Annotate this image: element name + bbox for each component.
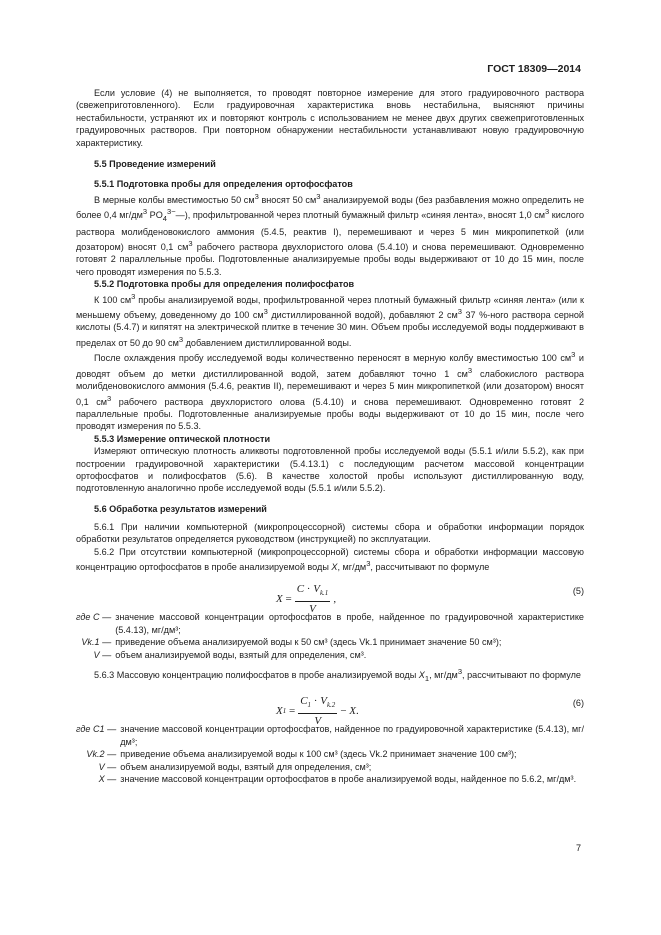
section-5-6-title: 5.6 Обработка результатов измерений	[94, 504, 267, 515]
formula-5-number: (5)	[572, 586, 584, 597]
section-5-5-1-title: 5.5.1 Подготовка пробы для определения ортофосфатов	[94, 179, 353, 190]
formula-5: X = $\frac{C \cdot V_{k.1}}{V}$ , (5)	[276, 583, 584, 616]
document-body	[76, 87, 584, 785]
formula-6-legend: где C1 — значение массовой концентрации ортофосфатов, найденное по градуировочной характеристике (5.4.13), мг/дм³; Vk.2 — приведение объема анализируемой воды к 100 см³ (здесь Vk.2 принимает значение 100 см³); V — объем анализируемой воды, взятый для определения, см³; X — значение массовой концентрации ортофосфатов в пробе анализируемой воды, найденное по 5.6.2, мг/дм³.	[76, 724, 584, 784]
section-5-6-1-paragraph: 5.6.1 При наличии компьютерной (микропроцессорной) системы сбора и обработки информации порядок обработки результатов определяется руководством (инструкцией) по эксплуатации.	[76, 521, 584, 545]
section-5-5-1-paragraph: В мерные колбы вместимостью 50 $см^3$ вносят 50 $см^3$ анализируемой воды (без разбавления можно определить не более 0,4 $мг/дм^3$ $PO_4^{3-}—$), профильтрованной через плотный бумажный фильтр «синяя лента», вносят 1,0 $см^3$ кислого раствора молибденовокислого аммония (5.4.5, реактив I), перемешивают и через 5 мин микропипеткой (или дозатором) вносят 0,1 $см^3$ рабочего раствора двухлористого олова (5.4.10) и снова перемешивают. Одновременно готовят 2 параллельные пробы. Подготовленные анализируемые пробы воды выдерживают от 10 до 15 мин, после чего проводят измерения по 5.5.3.	[76, 191, 585, 277]
section-5-5-2-paragraph-1: К 100 $см^3$ пробы анализируемой воды, профильтрованной через плотный бумажный фильтр «синяя лента» (или к меньшему объему, доведенному до 100 $см^3$ дистиллированной водой), добавляют 2 $см^3$ 37 %-ного раствора серной кислоты (5.4.7) и кипятят на электрической плитке в течение 30 мин. Объем пробы исследуемой воды поддерживают в пределах от 50 до 90 $см^3$ добавлением дистиллированной воды.	[76, 291, 584, 348]
formula-6: X 1 = $\frac{C_1 \cdot V_{k.2}}{V}$ − X . (6)	[276, 695, 584, 727]
section-5-6-3-paragraph: 5.6.3 Массовую концентрацию полифосфатов в пробе анализируемой воды $X_1$, $мг/дм^3$, рассчитывают по формуле	[94, 667, 581, 683]
intro-paragraph: Если условие (4) не выполняется, то проводят повторное измерение для этого градуировочного раствора (свежеприготовленного). Если градуировочная характеристика вновь нестабильна, выясняют причины нестабильности, устраняют их и повторяют контроль с использованием не менее двух других свежеприготовленных градуировочных растворов. При повторном обнаружении нестабильности устанавливают новую градуировочную характеристику.	[76, 88, 584, 148]
section-5-5-3-title: 5.5.3 Измерение оптической плотности	[94, 433, 271, 444]
formula-5-legend: где C — значение массовой концентрации ортофосфатов в пробе, найденное по градуировочной характеристике (5.4.13), мг/дм³; Vk.1 — приведение объема анализируемой воды к 50 см³ (здесь Vk.1 принимает значение 50 см³); V — объем анализируемой воды, взятый для определения, см³.	[76, 612, 584, 660]
section-5-5-3-paragraph: Измеряют оптическую плотность аликвоты подготовленной пробы исследуемой воды (5.5.1 и/или 5.5.2), как при построении градуировочной характеристики (5.4.13.1) с последующим расчетом массовой концентрации ортофосфатов и полифосфатов (5.6). В качестве холостой пробы используют дистиллированную воду, подготовленную аналогично пробе исследуемой воды (5.5.1 и/или 5.5.2).	[76, 446, 584, 494]
section-5-5-2-title: 5.5.2 Подготовка пробы для определения полифосфатов	[94, 279, 355, 290]
section-5-6-2-paragraph: 5.6.2 При отсутствии компьютерной (микропроцессорной) системы сбора и обработки информации массовую концентрацию ортофосфатов в пробе анализируемой воды X, $мг/дм^3$, рассчитывают по формуле	[76, 546, 584, 573]
section-5-5-2-paragraph-2: После охлаждения пробу исследуемой воды количественно переносят в мерную колбу вместимостью 100 $см^3$ и доводят объем до метки дистиллированной водой, затем добавляют точно 1 $см^3$ слабокислого раствора молибденовокислого аммония (5.4.6, реактив II), перемешивают и через 5 мин микропипеткой (или дозатором) вносят 0,1 $см^3$ рабочего раствора двухлористого олова (5.4.10) и снова перемешивают. Одновременно готовят 2 параллельные пробы. Подготовленные анализируемые пробы воды выдерживают от 10 до 15 мин, после чего проводят измерения по 5.5.3.	[76, 350, 585, 432]
page-number: 7	[575, 843, 581, 853]
section-5-5-title: 5.5 Проведение измерений	[94, 158, 216, 169]
formula-6-number: (6)	[572, 698, 584, 709]
document-code-header: ГОСТ 18309—2014	[487, 63, 581, 75]
